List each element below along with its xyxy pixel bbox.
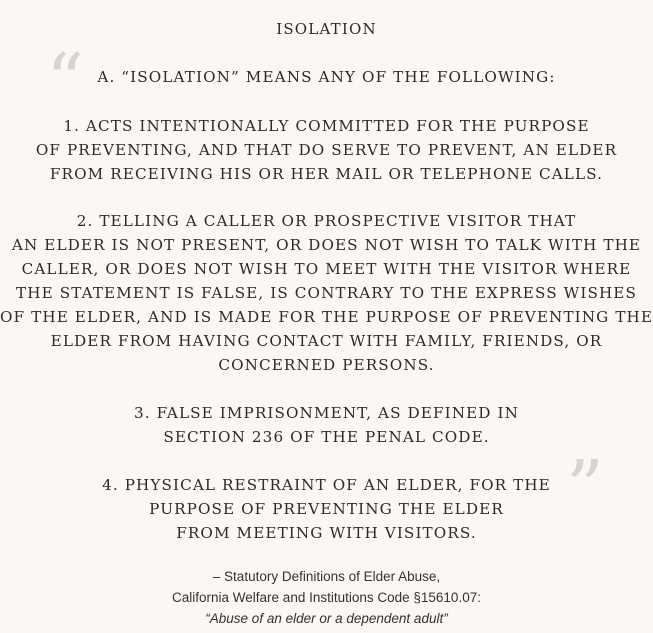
citation-title: “Abuse of an elder or a dependent adult” xyxy=(205,611,448,626)
quote-intro: A. “ISOLATION” MEANS ANY OF THE FOLLOWING: xyxy=(97,68,556,86)
definition-line: ELDER FROM HAVING CONTACT WITH FAMILY, FRIENDS, OR xyxy=(50,332,603,350)
definition-item-2 xyxy=(0,209,653,377)
page-title: ISOLATION xyxy=(276,20,377,38)
definition-line: THE STATEMENT IS FALSE, IS CONTRARY TO THE EXPRESS WISHES xyxy=(16,284,637,302)
definition-item-1 xyxy=(0,114,653,186)
citation-source: California Welfare and Institutions Code §15610.07: xyxy=(172,590,481,605)
definition-line: OF PREVENTING, AND THAT DO SERVE TO PREVENT, AN ELDER xyxy=(35,141,618,159)
definition-line: AN ELDER IS NOT PRESENT, OR DOES NOT WISH TO TALK WITH THE xyxy=(11,236,642,254)
definition-line: CONCERNED PERSONS. xyxy=(218,356,435,374)
definition-line: FROM MEETING WITH VISITORS. xyxy=(176,524,477,542)
definition-item-3 xyxy=(0,401,653,449)
definition-line: 1. ACTS INTENTIONALLY COMMITTED FOR THE PURPOSE xyxy=(63,117,590,135)
citation xyxy=(0,566,653,629)
open-quote-mark-icon: “ xyxy=(46,38,84,124)
definition-line: CALLER, OR DOES NOT WISH TO MEET WITH THE VISITOR WHERE xyxy=(21,260,632,278)
citation-author: – Statutory Definitions of Elder Abuse, xyxy=(212,569,441,584)
definition-item-4 xyxy=(0,473,653,545)
definition-line: FROM RECEIVING HIS OR HER MAIL OR TELEPHONE CALLS. xyxy=(49,165,604,183)
close-quote-mark-icon: ” xyxy=(566,445,604,531)
definition-line: 2. TELLING A CALLER OR PROSPECTIVE VISITOR THAT xyxy=(76,212,577,230)
definition-line: 4. PHYSICAL RESTRAINT OF AN ELDER, FOR THE xyxy=(102,476,551,494)
definition-line: PURPOSE OF PREVENTING THE ELDER xyxy=(149,500,504,518)
definition-line: OF THE ELDER, AND IS MADE FOR THE PURPOSE OF PREVENTING THE xyxy=(0,308,653,326)
definition-line: 3. FALSE IMPRISONMENT, AS DEFINED IN xyxy=(133,404,519,422)
definition-line: SECTION 236 OF THE PENAL CODE. xyxy=(163,428,490,446)
